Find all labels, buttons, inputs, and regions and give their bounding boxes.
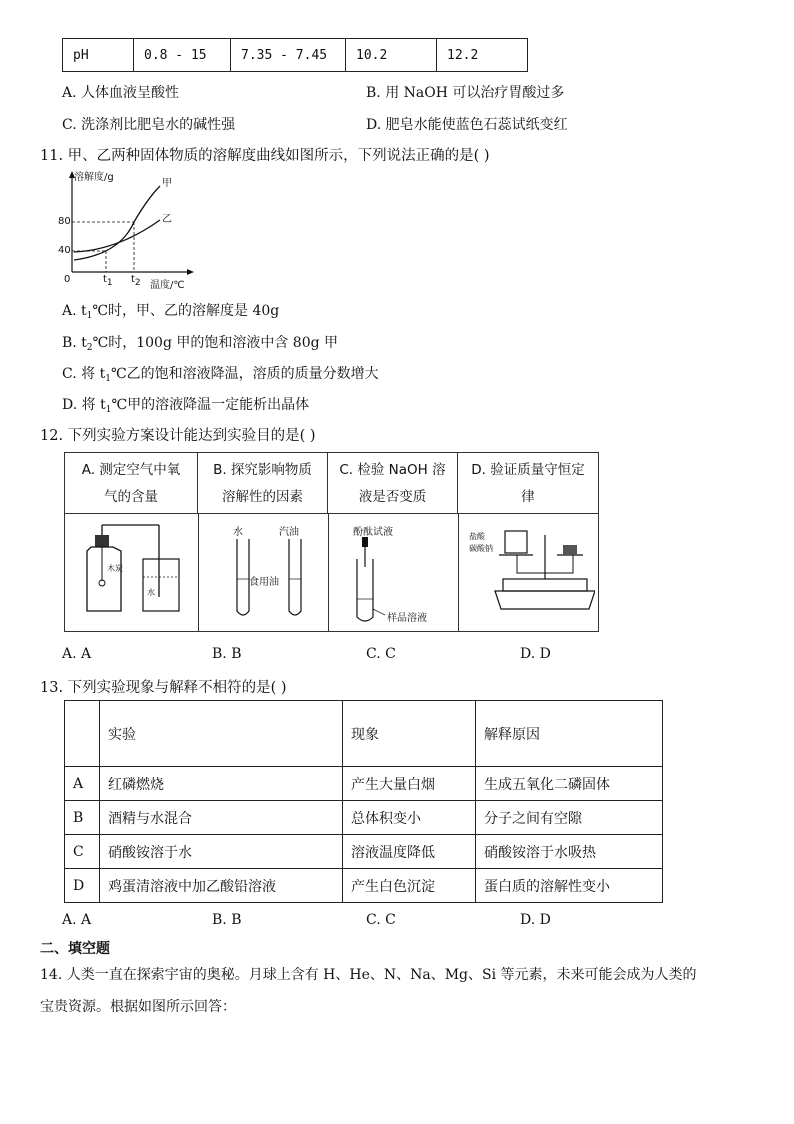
q10-option-b: B. 用 NaOH 可以治疗胃酸过多: [366, 85, 565, 101]
ph-cell: 12.2: [437, 39, 528, 72]
q11-option-d: D. 将 $t_1℃$甲的溶液降温一定能析出晶体: [62, 397, 310, 415]
graph-xlabel: 温度/℃: [150, 280, 185, 291]
ph-cell: 7.35 - 7.45: [231, 39, 346, 72]
q14-line2: 宝贵资源。根据如图所示回答：: [40, 999, 236, 1015]
table-cell: B: [65, 801, 100, 835]
table-cell: 产生白色沉淀: [343, 869, 476, 903]
table-cell: C: [65, 835, 100, 869]
table-header-cell: 现象: [343, 701, 476, 767]
graph-curve-label: 乙: [162, 214, 172, 225]
table-header-cell: 实验: [100, 701, 343, 767]
table-cell: 溶液温度降低: [343, 835, 476, 869]
q12-answer-a: A. A: [62, 646, 92, 662]
q13-stem: 13. 下列实验现象与解释不相符的是( ): [40, 680, 287, 696]
apparatus-label: 木炭: [107, 564, 123, 573]
q11-option-a: A. $t_1℃$时，甲、乙的溶解度是 40g: [62, 303, 280, 321]
q10-option-c: C. 洗涤剂比肥皂水的碱性强: [62, 117, 236, 133]
graph-curve-label: 甲: [162, 178, 172, 189]
solubility-test-tubes: [209, 519, 319, 627]
q10-option-a: A. 人体血液呈酸性: [62, 85, 180, 101]
q12-stem: 12. 下列实验方案设计能达到实验目的是( ): [40, 428, 316, 444]
balance-label: 碳酸钠: [469, 544, 493, 553]
apparatus-label: 水: [147, 588, 155, 597]
graph-xtick: t2: [131, 274, 141, 288]
naoh-test-tube: [341, 519, 451, 627]
ph-cell: pH: [63, 39, 134, 72]
table-cell: 分子之间有空隙: [476, 801, 663, 835]
table-row: [65, 767, 663, 801]
table-cell: 鸡蛋清溶液中加乙酸铅溶液: [100, 869, 343, 903]
table-cell: 产生大量白烟: [343, 767, 476, 801]
oxygen-test-apparatus: [73, 519, 191, 627]
table-header-row: [65, 701, 663, 767]
q12-header-d: D. 验证质量守恒定 律: [471, 462, 585, 505]
table-cell: 红磷燃烧: [100, 767, 343, 801]
q13-answer-b: B. B: [212, 912, 242, 928]
table-cell: 总体积变小: [343, 801, 476, 835]
q11-option-c: C. 将 $t_1℃$乙的饱和溶液降温，溶质的质量分数增大: [62, 366, 379, 384]
table-cell: 硝酸铵溶于水: [100, 835, 343, 869]
ph-cell: 0.8 - 15: [134, 39, 231, 72]
table-header-cell: [65, 701, 100, 767]
balance-apparatus: [465, 519, 595, 627]
q13-table: [64, 700, 663, 903]
q11-stem: 11. 甲、乙两种固体物质的溶解度曲线如图所示，下列说法正确的是( ): [40, 148, 490, 164]
graph-ytick: 40: [58, 245, 71, 256]
table-row: [65, 835, 663, 869]
table-cell: A: [65, 767, 100, 801]
q13-answer-c: C. C: [366, 912, 396, 928]
graph-origin: 0: [64, 274, 71, 285]
q12-answer-c: C. C: [366, 646, 396, 662]
table-cell: 硝酸铵溶于水吸热: [476, 835, 663, 869]
table-cell: 生成五氧化二磷固体: [476, 767, 663, 801]
solubility-graph: [58, 168, 198, 290]
sample-label: 样品溶液: [387, 613, 427, 624]
graph-xtick: t1: [103, 274, 113, 288]
tube-label-gasoline: 汽油: [279, 527, 299, 538]
q13-answer-d: D. D: [520, 912, 551, 928]
tube-label-water: 水: [233, 527, 243, 538]
table-header-cell: 解释原因: [476, 701, 663, 767]
q12-header-b: B. 探究影响物质 溶解性的因素: [198, 453, 328, 513]
reagent-label: 酚酞试液: [353, 527, 393, 538]
balance-label: 盐酸: [469, 532, 485, 541]
ph-table: [62, 38, 528, 72]
q14-line1: 14. 人类一直在探索宇宙的奥秘。月球上含有 H、He、N、Na、Mg、Si 等元素，未来可能会成为人类的: [40, 967, 697, 983]
q10-option-d: D. 肥皂水能使蓝色石蕊试纸变红: [366, 117, 568, 133]
q12-answer-d: D. D: [520, 646, 551, 662]
ph-cell: 10.2: [346, 39, 437, 72]
section-title: 二、填空题: [40, 941, 110, 957]
graph-ylabel: 溶解度/g: [74, 172, 114, 183]
table-cell: 蛋白质的溶解性变小: [476, 869, 663, 903]
q12-experiment-table: [64, 452, 599, 632]
table-cell: 酒精与水混合: [100, 801, 343, 835]
tube-label-cooking-oil: 食用油: [249, 577, 279, 588]
q11-option-b: B. $t_2℃$时，100g 甲的饱和溶液中含 80g 甲: [62, 335, 339, 353]
table-cell: D: [65, 869, 100, 903]
q13-answer-a: A. A: [62, 912, 92, 928]
q12-header-a: A. 测定空气中氧 气的含量: [65, 453, 198, 513]
graph-ytick: 80: [58, 216, 71, 227]
q12-header-c: C. 检验 NaOH 溶 液是否变质: [328, 453, 458, 513]
solubility-curve-svg: [58, 168, 198, 290]
table-row: [65, 869, 663, 903]
table-row: [65, 801, 663, 835]
q12-answer-b: B. B: [212, 646, 242, 662]
